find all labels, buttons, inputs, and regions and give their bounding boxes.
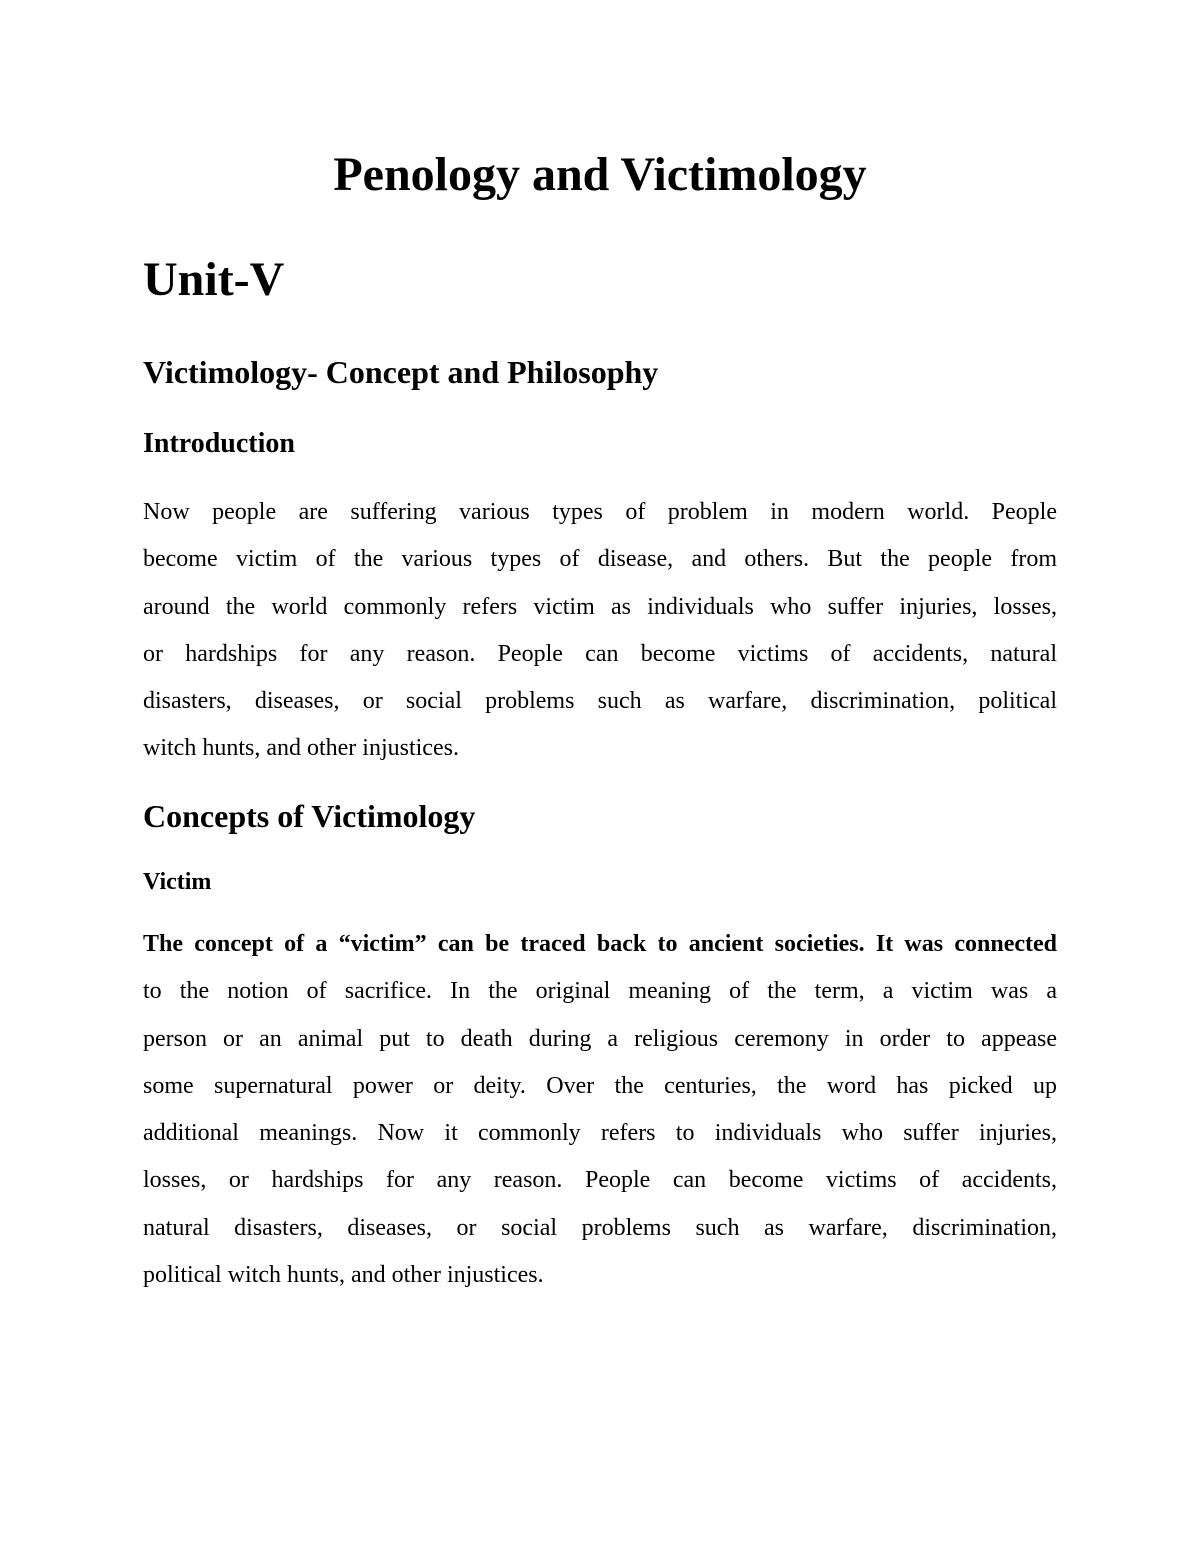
section-heading: Victimology- Concept and Philosophy bbox=[143, 354, 659, 390]
paragraph-line: become victim of the various types of disease, and others. But the people from bbox=[143, 546, 1057, 573]
introduction-paragraph bbox=[143, 489, 1057, 773]
paragraph-line: some supernatural power or deity. Over the centuries, the word has picked up bbox=[143, 1072, 1057, 1099]
paragraph-line: witch hunts, and other injustices. bbox=[143, 735, 459, 762]
paragraph-line: political witch hunts, and other injustices. bbox=[143, 1262, 544, 1289]
unit-heading: Unit-V bbox=[143, 253, 285, 306]
paragraph-line: Now people are suffering various types of problem in modern world. People bbox=[143, 499, 1057, 525]
victim-heading: Victim bbox=[143, 869, 212, 895]
document-title: Penology and Victimology bbox=[333, 148, 867, 201]
paragraph-line: disasters, diseases, or social problems such as warfare, discrimination, political bbox=[143, 688, 1057, 715]
paragraph-line: person or an animal put to death during a religious ceremony in order to appease bbox=[143, 1025, 1057, 1052]
paragraph-line: additional meanings. Now it commonly refers to individuals who suffer injuries, bbox=[143, 1120, 1057, 1147]
victim-paragraph bbox=[143, 921, 1057, 1299]
paragraph-line: The concept of a “victim” can be traced back to ancient societies. It was connected bbox=[143, 931, 1057, 957]
paragraph-line: natural disasters, diseases, or social problems such as warfare, discrimination, bbox=[143, 1214, 1057, 1241]
paragraph-line: losses, or hardships for any reason. People can become victims of accidents, bbox=[143, 1167, 1057, 1194]
paragraph-line: or hardships for any reason. People can become victims of accidents, natural bbox=[143, 640, 1057, 667]
introduction-heading: Introduction bbox=[143, 428, 295, 459]
paragraph-line: around the world commonly refers victim as individuals who suffer injuries, losses, bbox=[143, 593, 1057, 620]
paragraph-line: to the notion of sacrifice. In the original meaning of the term, a victim was a bbox=[143, 978, 1057, 1005]
concepts-heading: Concepts of Victimology bbox=[143, 798, 476, 834]
